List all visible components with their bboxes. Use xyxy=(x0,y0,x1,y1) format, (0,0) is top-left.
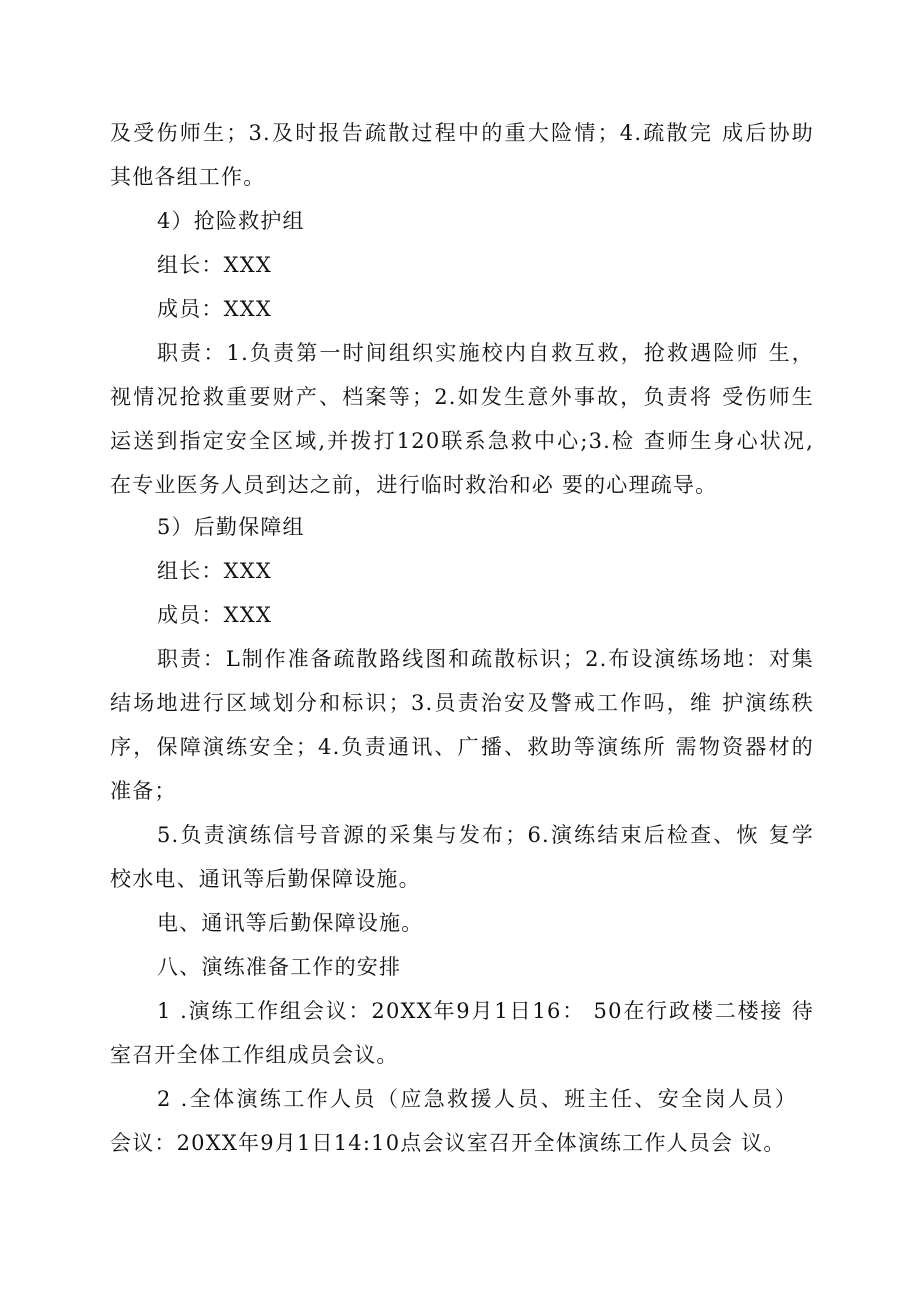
text-line: 准备； xyxy=(110,779,177,803)
text-line: 会议：20XX年9月1日14:10点会议室召开全体演练工作人员会 议。 xyxy=(110,1131,786,1155)
section-heading: 八、演练准备工作的安排 xyxy=(157,955,402,979)
text-line: 在专业医务人员到达之前，进行临时救治和必 要的心理疏导。 xyxy=(110,473,718,497)
duty-line: 职责：1.负责第一时间组织实施校内自救互救，抢救遇险师 生， xyxy=(157,341,814,365)
text-line: 室召开全体工作组成员会议。 xyxy=(110,1043,399,1067)
text-line: 2 .全体演练工作人员（应急救援人员、班主任、安全岗人员） xyxy=(157,1087,797,1111)
duty-line: 职责：L制作准备疏散路线图和疏散标识；2.布设演练场地：对集 xyxy=(157,647,814,671)
text-line: 视情况抢救重要财产、档案等；2.如发生意外事故，负责将 受伤师生 xyxy=(110,385,814,409)
leader-line: 组长：XXX xyxy=(157,559,273,583)
section-heading: 4）抢险救护组 xyxy=(157,209,305,233)
text-line: 序，保障演练安全；4.负责通讯、广播、救助等演练所 需物资器材的 xyxy=(110,735,814,759)
leader-line: 组长：XXX xyxy=(157,253,273,277)
text-line: 其他各组工作。 xyxy=(110,165,266,189)
text-line: 电、通讯等后勤保障设施。 xyxy=(157,911,424,935)
text-line: 及受伤师生；3.及时报告疏散过程中的重大险情；4.疏散完 成后协助 xyxy=(110,121,814,145)
member-line: 成员：XXX xyxy=(157,603,273,627)
text-line: 1 .演练工作组会议：20XX年9月1日16： 50在行政楼二楼接 待 xyxy=(157,999,814,1023)
text-line: 5.负责演练信号音源的采集与发布；6.演练结束后检查、恢 复学 xyxy=(157,823,814,847)
text-line: 结场地进行区域划分和标识；3.员责治安及警戒工作吗，维 护演练秩 xyxy=(110,691,814,715)
member-line: 成员：XXX xyxy=(157,297,273,321)
section-heading: 5）后勤保障组 xyxy=(157,515,305,539)
text-line: 校水电、通讯等后勤保障设施。 xyxy=(110,867,421,891)
text-line: 运送到指定安全区域,并拨打120联系急救中心;3.检 查师生身心状况, xyxy=(110,429,814,453)
